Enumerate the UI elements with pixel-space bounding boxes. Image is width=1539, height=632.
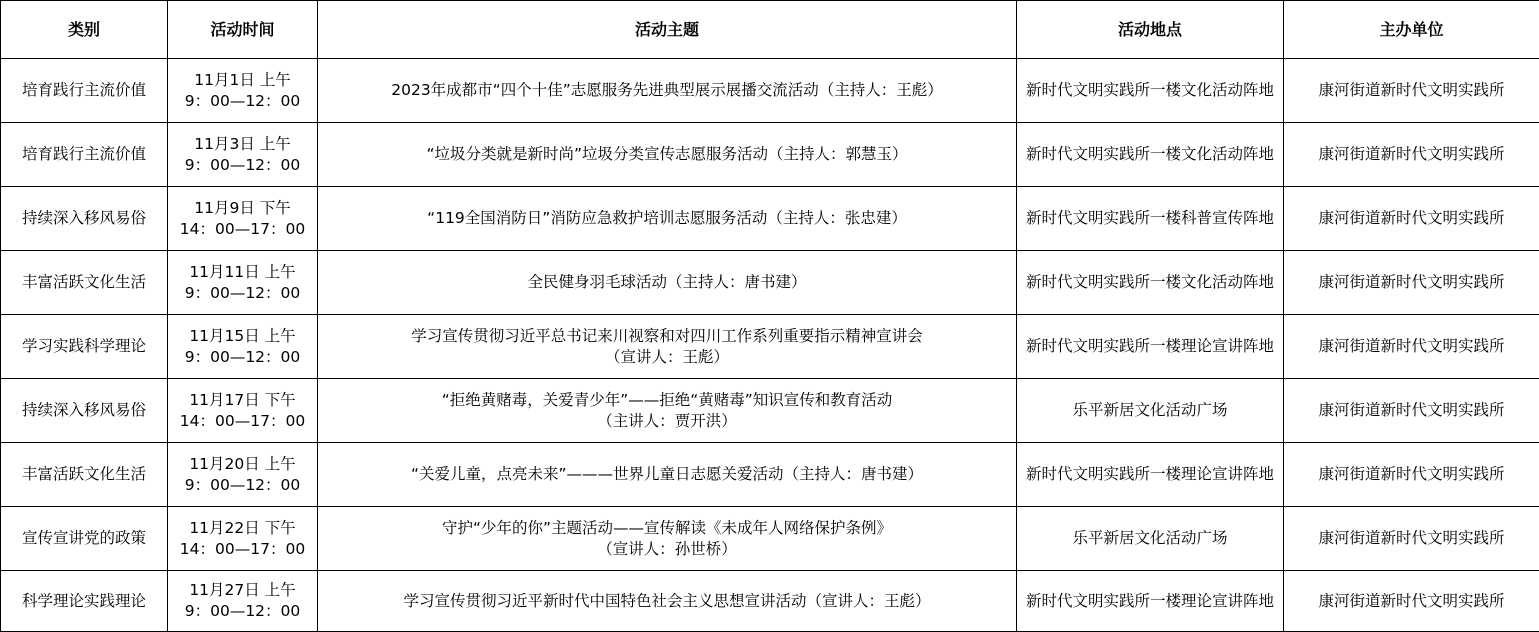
cell-time	[168, 443, 318, 507]
cell-organizer	[1284, 123, 1539, 187]
cell-category-text: 持续深入移风易俗	[21, 401, 146, 419]
cell-time-text: 14：00—17：00	[179, 539, 306, 558]
cell-theme	[318, 187, 1017, 251]
cell-time-text: 11月20日 上午	[189, 454, 296, 473]
cell-time-text: 9：00—12：00	[184, 155, 301, 174]
table-row	[1, 187, 1539, 251]
cell-location	[1017, 443, 1284, 507]
cell-time-text: 11月17日 下午	[189, 390, 296, 409]
cell-category	[1, 443, 168, 507]
cell-location-text: 乐平新居文化活动广场	[1072, 529, 1228, 547]
cell-organizer-text: 康河街道新时代文明实践所	[1318, 209, 1505, 227]
cell-location	[1017, 187, 1284, 251]
cell-organizer	[1284, 379, 1539, 443]
cell-time	[168, 507, 318, 571]
cell-time	[168, 123, 318, 187]
cell-category-text: 学习实践科学理论	[21, 337, 146, 355]
table-row	[1, 59, 1539, 123]
cell-organizer-text: 康河街道新时代文明实践所	[1318, 81, 1505, 99]
cell-time-text: 11月11日 上午	[189, 262, 296, 281]
table-row	[1, 443, 1539, 507]
cell-theme-text: 学习宣传贯彻习近平新时代中国特色社会主义思想宣讲活动（宣讲人：王彪）	[403, 591, 931, 610]
cell-time-text: 14：00—17：00	[179, 219, 306, 238]
header-organizer: 主办单位	[1284, 1, 1539, 59]
cell-category-text: 培育践行主流价值	[21, 81, 146, 99]
cell-location	[1017, 315, 1284, 379]
cell-time-text: 11月27日 上午	[189, 581, 296, 599]
cell-theme	[318, 59, 1017, 123]
cell-category-text: 宣传宣讲党的政策	[21, 529, 146, 547]
cell-theme	[318, 123, 1017, 187]
cell-theme-text: （主讲人：贾开洪）	[597, 411, 737, 430]
table-row	[1, 315, 1539, 379]
cell-organizer-text: 康河街道新时代文明实践所	[1318, 529, 1505, 547]
cell-time-text: 11月1日 上午	[194, 70, 291, 89]
cell-category	[1, 187, 168, 251]
table-row	[1, 571, 1539, 632]
cell-organizer-text: 康河街道新时代文明实践所	[1318, 591, 1505, 610]
cell-theme	[318, 507, 1017, 571]
cell-location-text: 新时代文明实践所一楼理论宣讲阵地	[1025, 591, 1274, 610]
cell-theme	[318, 379, 1017, 443]
cell-category-text: 丰富活跃文化生活	[21, 465, 146, 483]
cell-time	[168, 571, 318, 632]
cell-organizer	[1284, 59, 1539, 123]
cell-location	[1017, 59, 1284, 123]
cell-organizer-text: 康河街道新时代文明实践所	[1318, 401, 1505, 419]
cell-theme-text: 2023年成都市“四个十佳”志愿服务先进典型展示展播交流活动（主持人：王彪）	[391, 81, 943, 99]
cell-organizer-text: 康河街道新时代文明实践所	[1318, 273, 1505, 291]
cell-theme	[318, 251, 1017, 315]
cell-category	[1, 571, 168, 632]
cell-time-text: 11月15日 上午	[189, 326, 296, 345]
cell-time	[168, 59, 318, 123]
cell-time-text: 9：00—12：00	[184, 91, 301, 110]
header-location: 活动地点	[1017, 1, 1284, 59]
cell-location	[1017, 123, 1284, 187]
cell-category	[1, 315, 168, 379]
cell-location-text: 新时代文明实践所一楼文化活动阵地	[1025, 81, 1274, 99]
cell-organizer	[1284, 251, 1539, 315]
cell-location-text: 新时代文明实践所一楼文化活动阵地	[1025, 273, 1274, 291]
cell-time-text: 9：00—12：00	[184, 475, 301, 494]
cell-location	[1017, 507, 1284, 571]
cell-theme-text: “关爱儿童，点亮未来”———世界儿童日志愿关爱活动（主持人：唐书建）	[410, 465, 924, 483]
cell-location-text: 新时代文明实践所一楼文化活动阵地	[1025, 145, 1274, 163]
cell-location	[1017, 251, 1284, 315]
cell-time	[168, 315, 318, 379]
cell-time-text: 9：00—12：00	[184, 602, 301, 620]
cell-organizer-text: 康河街道新时代文明实践所	[1318, 337, 1505, 355]
cell-category	[1, 251, 168, 315]
table-row	[1, 123, 1539, 187]
cell-time-text: 11月3日 上午	[194, 134, 291, 153]
cell-organizer	[1284, 507, 1539, 571]
cell-theme-text: “119全国消防日”消防应急救护培训志愿服务活动（主持人：张忠建）	[427, 209, 907, 227]
cell-theme-text: 全民健身羽毛球活动（主持人：唐书建）	[527, 273, 807, 291]
cell-theme-text: 学习宣传贯彻习近平总书记来川视察和对四川工作系列重要指示精神宣讲会	[411, 326, 923, 345]
cell-theme	[318, 315, 1017, 379]
cell-time-text: 9：00—12：00	[184, 347, 301, 366]
cell-theme-text: （宣讲人：孙世桥）	[597, 539, 737, 558]
table-row	[1, 379, 1539, 443]
cell-time	[168, 251, 318, 315]
header-theme: 活动主题	[318, 1, 1017, 59]
cell-location	[1017, 571, 1284, 632]
cell-theme-text: （宣讲人：王彪）	[604, 347, 729, 366]
cell-organizer	[1284, 571, 1539, 632]
cell-category-text: 培育践行主流价值	[21, 145, 146, 163]
cell-theme-text: “拒绝黄赌毒，关爱青少年”——拒绝“黄赌毒”知识宣传和教育活动	[441, 390, 893, 409]
cell-organizer	[1284, 315, 1539, 379]
cell-time	[168, 187, 318, 251]
cell-time-text: 11月9日 下午	[194, 198, 291, 217]
cell-theme-text: 守护“少年的你”主题活动——宣传解读《未成年人网络保护条例》	[441, 518, 893, 537]
cell-category	[1, 379, 168, 443]
cell-theme-text: “垃圾分类就是新时尚”垃圾分类宣传志愿服务活动（主持人：郭慧玉）	[426, 145, 908, 163]
cell-time-text: 11月22日 下午	[189, 518, 296, 537]
cell-time-text: 14：00—17：00	[179, 411, 306, 430]
cell-organizer	[1284, 187, 1539, 251]
cell-location	[1017, 379, 1284, 443]
cell-organizer-text: 康河街道新时代文明实践所	[1318, 145, 1505, 163]
header-row	[1, 1, 1539, 59]
cell-theme	[318, 443, 1017, 507]
cell-category-text: 科学理论实践理论	[21, 591, 146, 610]
header-time: 活动时间	[168, 1, 318, 59]
cell-theme	[318, 571, 1017, 632]
cell-category	[1, 507, 168, 571]
cell-category-text: 丰富活跃文化生活	[21, 273, 146, 291]
cell-category-text: 持续深入移风易俗	[21, 209, 146, 227]
cell-organizer	[1284, 443, 1539, 507]
cell-organizer-text: 康河街道新时代文明实践所	[1318, 465, 1505, 483]
cell-location-text: 新时代文明实践所一楼科普宣传阵地	[1025, 209, 1274, 227]
cell-location-text: 乐平新居文化活动广场	[1072, 401, 1228, 419]
cell-location-text: 新时代文明实践所一楼理论宣讲阵地	[1025, 337, 1274, 355]
cell-time-text: 9：00—12：00	[184, 283, 301, 302]
cell-time	[168, 379, 318, 443]
table-row	[1, 251, 1539, 315]
cell-location-text: 新时代文明实践所一楼理论宣讲阵地	[1025, 465, 1274, 483]
cell-category	[1, 123, 168, 187]
cell-category	[1, 59, 168, 123]
table-row	[1, 507, 1539, 571]
header-category: 类别	[1, 1, 168, 59]
